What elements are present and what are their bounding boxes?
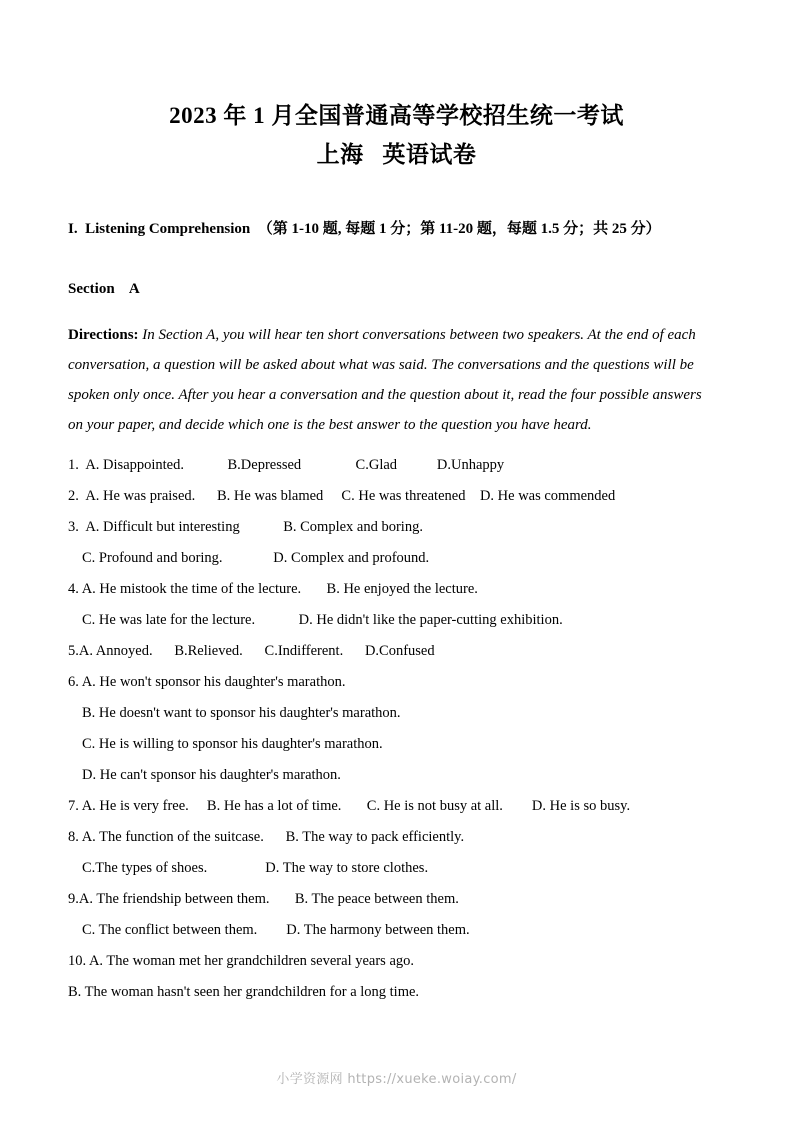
question-item: 2. A. He was praised. B. He was blamed C. He was threatened D. He was commended xyxy=(68,488,616,504)
question-item: 1. A. Disappointed. B.Depressed C.Glad D.Unhappy xyxy=(68,457,505,473)
document-body xyxy=(68,218,718,1008)
question-item: 6. A. He won't sponsor his daughter's marathon. xyxy=(68,674,346,690)
question-item: 8. A. The function of the suitcase. B. The way to pack efficiently. xyxy=(68,829,465,845)
question-list xyxy=(68,450,718,1008)
question-item: 4. A. He mistook the time of the lecture. B. He enjoyed the lecture. xyxy=(68,581,478,597)
question-option-line: C. He was late for the lecture. D. He didn't like the paper-cutting exhibition. xyxy=(82,612,563,628)
directions-lead-label: Directions: xyxy=(68,327,139,343)
section-label-a: Section A xyxy=(68,281,140,297)
question-item: 10. A. The woman met her grandchildren several years ago. xyxy=(68,953,415,969)
title-line-secondary: 上海 英语试卷 xyxy=(316,142,477,167)
question-option-line: B. He doesn't want to sponsor his daughter's marathon. xyxy=(82,705,401,721)
question-item: 3. A. Difficult but interesting B. Complex and boring. xyxy=(68,519,423,535)
question-option-line: C. He is willing to sponsor his daughter's marathon. xyxy=(82,736,383,752)
section-heading-listening-comprehension: I. Listening Comprehension （第 1-10 题, 每题 1 分；第 11-20 题，每题 1.5 分；共 25 分） xyxy=(68,221,661,237)
document-title xyxy=(0,96,793,174)
question-item: 5.A. Annoyed. B.Relieved. C.Indifferent. D.Confused xyxy=(68,643,435,659)
question-option-line: C.The types of shoes. D. The way to store clothes. xyxy=(82,860,429,876)
question-option-line: D. He can't sponsor his daughter's marathon. xyxy=(82,767,341,783)
question-option-line: C. Profound and boring. D. Complex and profound. xyxy=(82,550,430,566)
question-item: 7. A. He is very free. B. He has a lot of time. C. He is not busy at all. D. He is so busy. xyxy=(68,798,631,814)
question-option-line: C. The conflict between them. D. The harmony between them. xyxy=(82,922,470,938)
title-line-primary: 2023 年 1 月全国普通高等学校招生统一考试 xyxy=(169,103,624,128)
question-item: 9.A. The friendship between them. B. The peace between them. xyxy=(68,891,459,907)
directions-paragraph xyxy=(68,320,718,440)
directions-body-text: In Section A, you will hear ten short conversations between two speakers. At the end of each conversation, a question will be asked about what was said. The conversations and the questions will be spoken only once. After you hear a conversation and the question about it, read the four possible answers on your paper, and decide which one is the best answer to the question you have heard. xyxy=(68,327,702,433)
site-watermark: 小学资源网 https://xueke.woiay.com/ xyxy=(276,1072,517,1087)
question-option-line: B. The woman hasn't seen her grandchildren for a long time. xyxy=(68,984,420,1000)
